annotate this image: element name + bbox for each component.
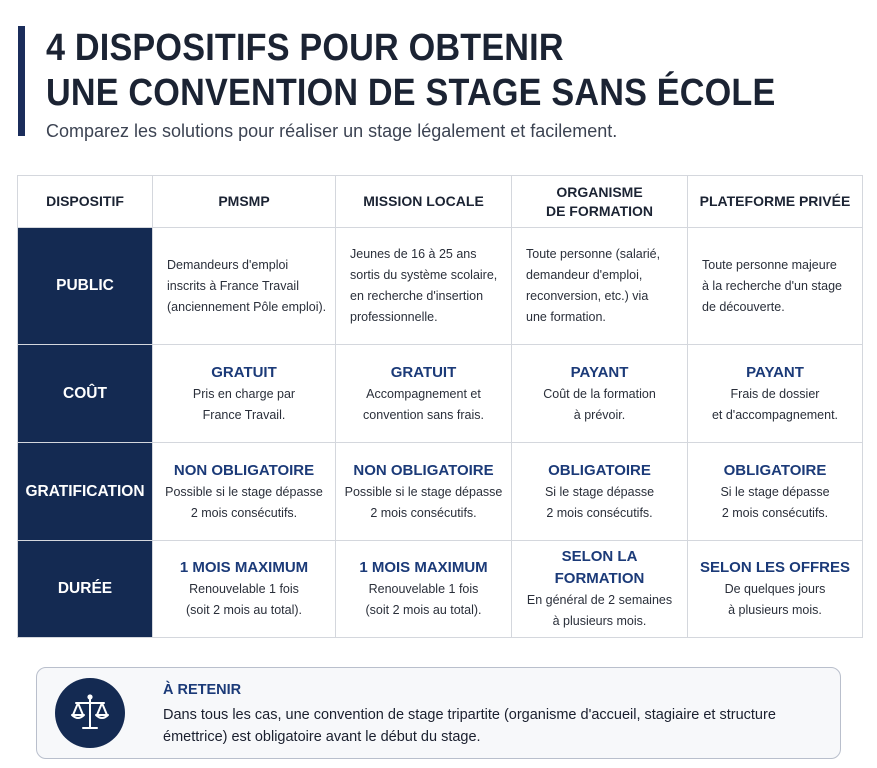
table-cell: SELON LA FORMATION En général de 2 semaines à plusieurs mois. [512,541,688,638]
row-header-cout: COÛT [18,345,153,443]
title-accent-bar [18,26,25,136]
column-header-pmsmp: PMSMP [153,176,336,228]
note-text: Dans tous les cas, une convention de stage tripartite (organisme d'accueil, stagiaire et structure émettrice) est obligatoire avant le début du stage. [163,707,776,745]
key-takeaway-box [36,667,841,759]
page-subtitle: Comparez les solutions pour réaliser un stage légalement et facilement. [46,121,618,141]
table-cell: Toute personne majeure à la recherche d'un stage de découverte. [688,228,863,345]
table-cell: GRATUIT Accompagnement et convention sans frais. [336,345,512,443]
table-cell: Jeunes de 16 à 25 ans sortis du système scolaire, en recherche d'insertion professionnelle. [336,228,512,345]
page-title-line-1: 4 DISPOSITIFS POUR OBTENIR [46,27,564,69]
row-header-duree: DURÉE [18,541,153,638]
table-cell: Demandeurs d'emploi inscrits à France Travail (anciennement Pôle emploi). [153,228,336,345]
table-cell: OBLIGATOIRE Si le stage dépasse 2 mois consécutifs. [688,443,863,541]
row-header-public: PUBLIC [18,228,153,345]
row-header-gratification: GRATIFICATION [18,443,153,541]
table-cell: SELON LES OFFRES De quelques jours à plusieurs mois. [688,541,863,638]
column-header-organisme-formation: ORGANISME DE FORMATION [512,176,688,228]
table-row-cout [18,345,863,443]
table-cell: PAYANT Coût de la formation à prévoir. [512,345,688,443]
table-cell: OBLIGATOIRE Si le stage dépasse 2 mois consécutifs. [512,443,688,541]
table-row-duree [18,541,863,638]
header [18,26,858,141]
comparison-table [17,175,863,638]
table-cell: PAYANT Frais de dossier et d'accompagnement. [688,345,863,443]
table-cell: Toute personne (salarié, demandeur d'emploi, reconversion, etc.) via une formation. [512,228,688,345]
table-cell: NON OBLIGATOIRE Possible si le stage dépasse 2 mois consécutifs. [153,443,336,541]
table-header-row [18,176,863,228]
table-row-gratification [18,443,863,541]
note-title: À RETENIR [163,682,242,698]
table-cell: GRATUIT Pris en charge par France Travail. [153,345,336,443]
page-title-line-2: UNE CONVENTION DE STAGE SANS ÉCOLE [46,72,776,114]
corner-header: DISPOSITIF [18,176,153,228]
table-cell: 1 MOIS MAXIMUM Renouvelable 1 fois (soit 2 mois au total). [153,541,336,638]
table-row-public [18,228,863,345]
column-header-mission-locale: MISSION LOCALE [336,176,512,228]
table-cell: 1 MOIS MAXIMUM Renouvelable 1 fois (soit 2 mois au total). [336,541,512,638]
column-header-plateforme-privee: PLATEFORME PRIVÉE [688,176,863,228]
table-cell: NON OBLIGATOIRE Possible si le stage dépasse 2 mois consécutifs. [336,443,512,541]
scales-of-justice-icon [55,678,125,748]
